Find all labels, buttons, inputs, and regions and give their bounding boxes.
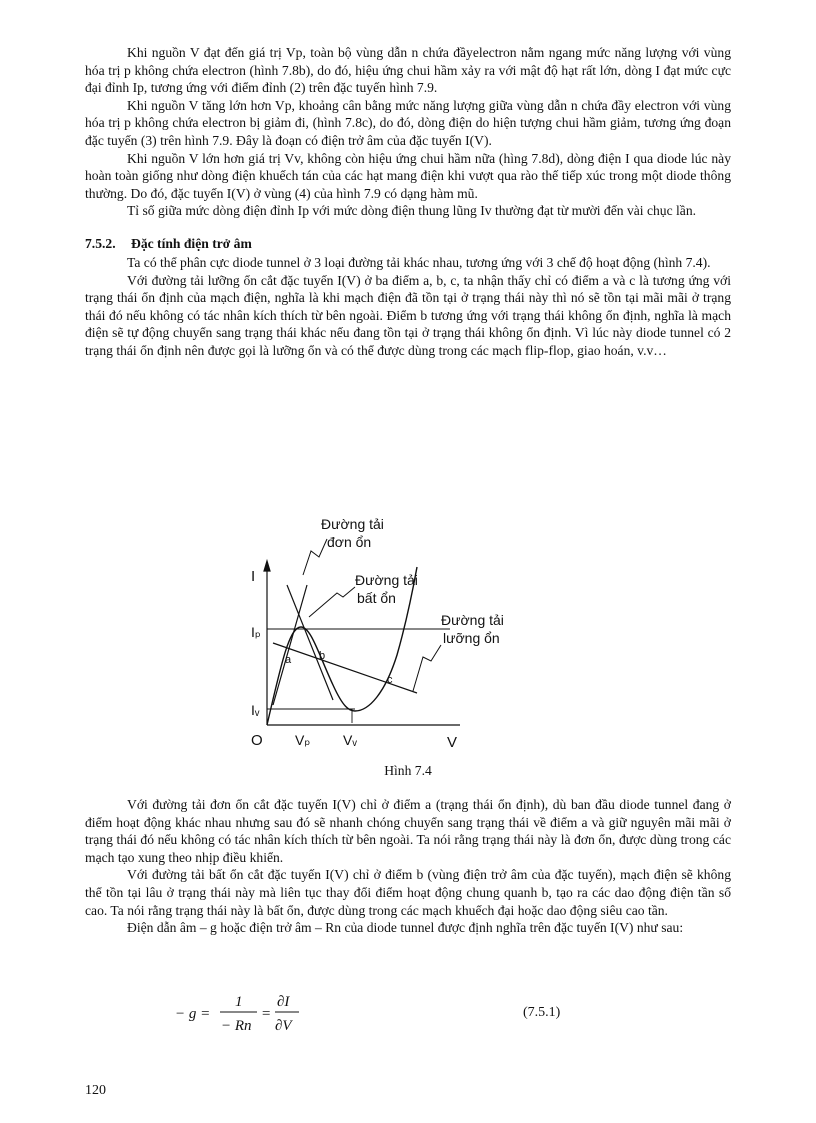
label-origin: O	[251, 732, 263, 749]
equation-graphic	[175, 990, 735, 1040]
pointer-don-on	[303, 539, 327, 575]
pointer-luong-on	[413, 645, 441, 691]
section-number: 7.5.2.	[85, 235, 116, 251]
eq-frac1-num: 1	[235, 994, 243, 1010]
label-don-on-1: Đường tải	[321, 516, 384, 532]
eq-lhs: − g =	[175, 1006, 211, 1022]
point-a: a	[285, 654, 292, 666]
eq-frac2-num: ∂I	[277, 994, 290, 1010]
figure-7-4	[245, 515, 504, 780]
paragraph: Với đường tải bất ổn cắt đặc tuyến I(V) chỉ ở điểm b (vùng điện trở âm của đặc tuyến), mạch điện sẽ không thể tồn tại lâu ở trạng thái này mà liên tục thay đổi điểm hoạt động chung quanh b, tạo ra các dao động điện tần số cao. Ta nói rằng trạng thái này là bất ổn, được dùng trong các mạch khuếch đại hoặc dao động siêu cao tần.	[85, 867, 731, 918]
axis-label-i: I	[251, 568, 256, 585]
paragraph: Khi nguồn V đạt đến giá trị Vp, toàn bộ vùng dẫn n chứa đầyelectron nằm ngang mức năng lượng với vùng hóa trị p không chứa electron (hình 7.8b), do đó, hiệu ứng chui hầm xảy ra với mật độ hạt rất lớn, dòng I đạt mức cực đại đỉnh Ip, tương ứng với điểm đỉnh (2) trên đặc tuyến hình 7.9.	[85, 45, 731, 96]
point-b: b	[319, 650, 326, 662]
iv-diagram	[245, 515, 504, 755]
paragraph: Với đường tải đơn ổn cắt đặc tuyến I(V) chỉ ở điểm a (trạng thái ổn định), dù ban đầu diode tunnel đang ở điểm hoạt động khác nhau nhưng sau đó sẽ nhanh chóng chuyển sang trạng thái về điểm a và giữ nguyên mãi mãi ở trạng thái đó nếu không có tác nhân kích thích từ bên ngoài. Ta nói rằng trạng thái này là đơn ổn, được dùng trong các mạch tạo xung theo nhịp điều khiển.	[85, 797, 731, 865]
point-c: c	[387, 674, 393, 686]
label-ip: Iₚ	[251, 624, 261, 640]
paragraph: Khi nguồn V tăng lớn hơn Vp, khoảng cân bằng mức năng lượng giữa vùng dẫn n chứa đầy electron với vùng hóa trị p không chứa electron bị giảm đi, (hình 7.8c), do đó, dòng điện do hiện tượng chui hầm giảm, tương ứng đoạn đặc tuyến (3) trên hình 7.9. Đây là đoạn có điện trở âm của đặc tuyến I(V).	[85, 97, 731, 148]
figure-caption: Hình 7.4	[384, 763, 432, 778]
label-bat-on-2: bất ổn	[357, 590, 396, 606]
page-number: 120	[85, 1083, 106, 1098]
paragraph: Điện dẫn âm – g hoặc điện trở âm – Rn của diode tunnel được định nghĩa trên đặc tuyến I(V) như sau:	[127, 920, 684, 936]
eq-frac2-den: ∂V	[275, 1018, 292, 1034]
section-title: Đặc tính điện trở âm	[131, 235, 252, 251]
eq-equals: =	[261, 1006, 272, 1022]
load-line-luong-on	[273, 643, 417, 693]
label-vp: Vₚ	[295, 732, 311, 748]
label-don-on-2: đơn ổn	[327, 534, 372, 550]
pointer-bat-on	[309, 587, 355, 617]
label-vv: Vᵥ	[343, 732, 357, 748]
paragraph: Ta có thể phân cực diode tunnel ở 3 loại đường tải khác nhau, tương ứng với 3 chế độ hoạt động (hình 7.4).	[127, 254, 711, 270]
eq-frac1-den: − Rn	[221, 1018, 252, 1034]
arrowhead-icon	[264, 561, 270, 571]
paragraph: Tỉ số giữa mức dòng điện đỉnh Ip với mức dòng điện thung lũng Iv thường đạt từ mười đến vài chục lần.	[127, 203, 697, 219]
equation-7-5-1	[175, 990, 735, 1040]
label-luong-on-1: Đường tải	[441, 612, 504, 628]
label-luong-on-2: lưỡng ổn	[443, 630, 500, 646]
eq-number: (7.5.1)	[523, 1005, 561, 1020]
label-bat-on-1: Đường tải	[355, 572, 418, 588]
text-block-2	[85, 796, 731, 937]
label-iv: Iᵥ	[251, 702, 260, 718]
section-heading	[85, 236, 731, 252]
paragraph: Với đường tải lưỡng ổn cắt đặc tuyến I(V) ở ba điểm a, b, c, ta nhận thấy chỉ có điểm a và c là tương ứng với trạng thái ổn định của mạch điện, nghĩa là khi mạch điện đã tồn tại ở trạng thái này thì nó sẽ tồn tại mãi mãi ở trạng thái đó nếu không có tác nhân kích thích từ bên ngoài. Điểm b tương ứng với trạng thái không ổn định, nghĩa là mạch điện sẽ tự động chuyển sang trạng thái khác nếu đang tồn tại ở trạng thái không ổn định. Vì lúc này diode tunnel có 2 trạng thái ổn định nên được gọi là lưỡng ổn và có thể được dùng trong các mạch flip-flop, giao hoán, v.v…	[85, 272, 731, 358]
text-block-1	[85, 44, 731, 360]
axis-label-v: V	[447, 734, 458, 751]
paragraph: Khi nguồn V lớn hơn giá trị Vv, không còn hiệu ứng chui hầm nữa (hìng 7.8d), dòng điện I qua diode lúc này hoàn toàn giống như dòng điện khuếch tán của các hạt mang điện khi vượt qua rào thế tiếp xúc trong một diode thông thường. Do đó, đặc tuyến I(V) ở vùng (4) của hình 7.9 có dạng hàm mũ.	[85, 150, 731, 201]
